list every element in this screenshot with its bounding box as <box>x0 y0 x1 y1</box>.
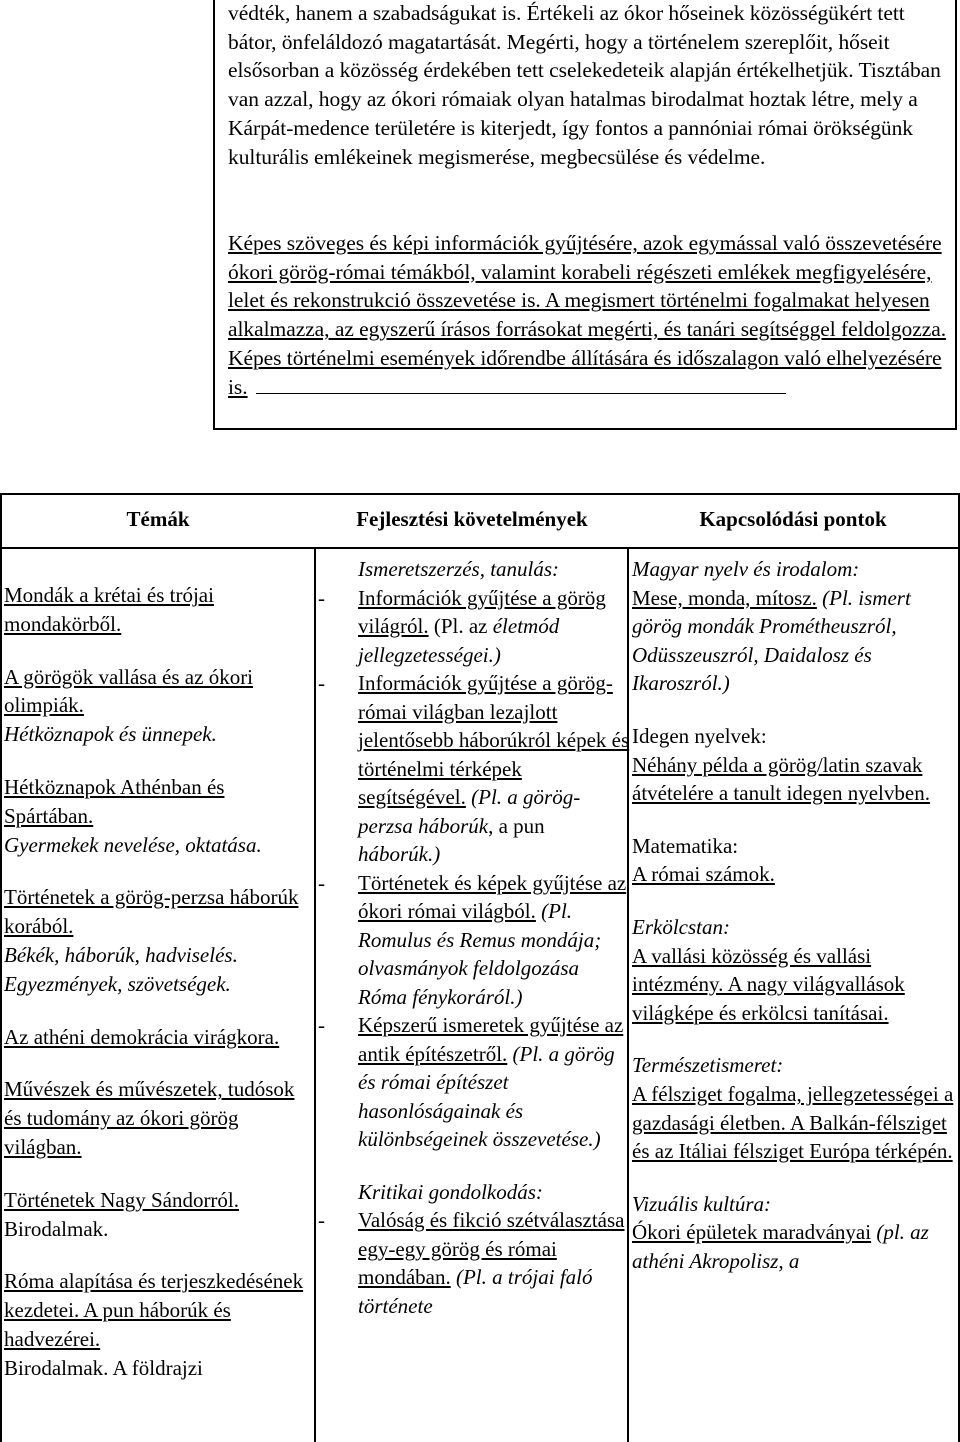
curriculum-table <box>0 493 960 1442</box>
link-item: Magyar nyelv és irodalom: Mese, monda, mítosz. (Pl. ismert görög mondák Prométheuszról, Odüsszeuszról, Daidalosz és Ikaroszról.) <box>632 557 911 696</box>
requirement-bullet: - Valóság és fikció szétválasztása egy-egy görög és római mondában. (Pl. a trójai faló története <box>318 1208 625 1318</box>
column-divider-1 <box>314 547 316 1442</box>
header-links: Kapcsolódási pontok <box>699 507 887 531</box>
link-item: Természetismeret: A félsziget fogalma, jellegzetességei a gazdasági életben. A Balkán-félsziget és az Itáliai félsziget Európa térképén. <box>632 1053 954 1164</box>
topic-item: Hétköznapok Athénban és Spártában. Gyermekek nevelése, oktatása. <box>4 774 262 857</box>
link-item: Idegen nyelvek: Néhány példa a görög/latin szavak átvételére a tanult idegen nyelvben. <box>632 723 930 806</box>
blank-line <box>256 393 786 394</box>
requirement-bullet: - Információk gyűjtése a görög világról. (Pl. az életmód jellegzetességei.) <box>318 585 606 667</box>
topic-item: Történetek a görög-perzsa háborúk korából. Békék, háborúk, hadviselés. Egyezmények, szövetségek. <box>4 885 299 996</box>
header-requirements: Fejlesztési követelmények <box>356 507 588 531</box>
topic-item: Történetek Nagy Sándorról. Birodalmak. <box>4 1187 240 1241</box>
requirement-bullet: - Történetek és képek gyűjtése az ókori római világból. (Pl. Romulus és Remus mondája; olvasmányok feldolgozása Róma fénykoráról.) <box>318 870 627 1009</box>
link-item: Matematika: A római számok. <box>632 833 775 887</box>
intro-paragraph-2-text: Képes szöveges és képi információk gyűjtésére, azok egymással való összevetésére ókori görög-római témákból, valamint korabeli régészeti emlékek megfigyelésére, lelet és rekonstrukció összevetése is. A megismert történelmi fogalmakat helyesen alkalmazza, az egyszerű írásos forrásokat megérti, és tanári segítséggel feldolgozza. Képes történelmi események időrendbe állítására és időszalagon való elhelyezésére is. <box>228 231 947 399</box>
section-title: Ismeretszerzés, tanulás: <box>358 557 560 581</box>
link-item: Vizuális kultúra: Ókori épületek maradványai (pl. az athéni Akropolisz, a <box>632 1191 929 1273</box>
header-topics: Témák <box>126 507 190 531</box>
intro-paragraph-1: védték, hanem a szabadságukat is. Értékeli az ókor hőseinek közösségükért tett bátor, önfeláldozó magatartását. Megérti, hogy a történelem szereplőit, hőseit elsősorban a közösség érdekében tett cselekedeteik alapján értékelhetjük. Tisztában van azzal, hogy az ókori rómaiak olyan hatalmas birodalmat hoztak létre, mely a Kárpát-medence területére is kiterjedt, így fontos a pannóniai római örökségünk kulturális emlékeinek megismerése, megbecsülése és védelme. <box>228 1 941 169</box>
topic-item: Az athéni demokrácia virágkora. <box>4 1024 280 1049</box>
topic-item: Művészek és művészetek, tudósok és tudomány az ókori görög világban. <box>4 1077 295 1159</box>
links-list <box>632 555 958 1299</box>
topic-item: Mondák a krétai és trójai mondakörből. <box>4 583 214 636</box>
requirement-bullet: - Képszerű ismeretek gyűjtése az antik építészetről. (Pl. a görög és római építészet hasonlóságainak és különbségeinek összevetése.) <box>318 1013 624 1151</box>
link-item: Erkölcstan: A vallási közösség és vallási intézmény. A nagy világvallások világképe és erkölcsi tanításai. <box>632 914 905 1025</box>
intro-box <box>213 0 957 430</box>
topics-list <box>4 581 314 1407</box>
topic-item: Róma alapítása és terjeszkedésének kezdetei. A pun háborúk és hadvezérei. Birodalmak. A földrajzi <box>4 1269 304 1380</box>
header-divider <box>0 547 960 549</box>
requirement-bullet: - Információk gyűjtése a görög-római világban lezajlott jelentősebb háborúkról képek és történelmi térképek segítségével. (Pl. a görög-perzsa háborúk, a pun háborúk.) <box>318 671 630 866</box>
topic-item: A görögök vallása és az ókori olimpiák. Hétköznapok és ünnepek. <box>4 664 254 747</box>
requirements-column <box>318 555 630 1320</box>
section-title: Kritikai gondolkodás: <box>358 1179 543 1204</box>
table-border-top <box>0 493 960 495</box>
table-border-left <box>0 493 2 1442</box>
intro-paragraph-2 <box>228 229 953 401</box>
